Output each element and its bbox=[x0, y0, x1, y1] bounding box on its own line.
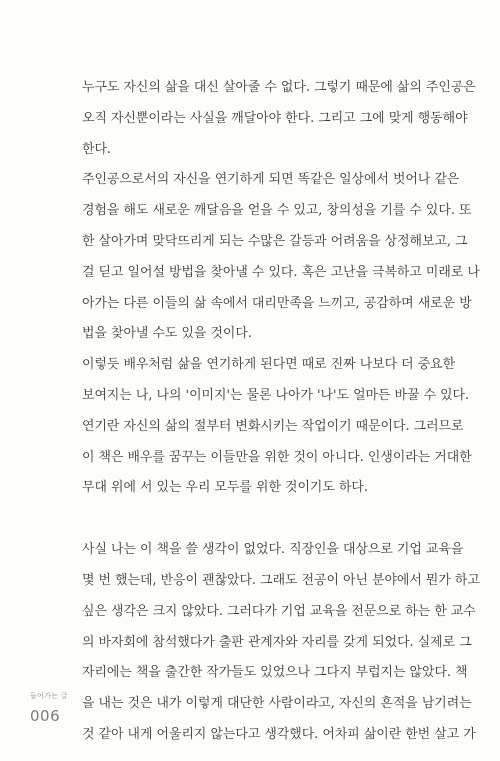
page-number: 006 bbox=[30, 707, 61, 725]
text-line: 무대 위에 서 있는 우리 모두를 위한 것이기도 하다. bbox=[82, 480, 368, 496]
text-line: 경험을 해도 새로운 깨달음을 얻을 수 있고, 창의성을 기를 수 있다. 또 bbox=[82, 203, 472, 219]
text-line: 을 내는 것은 내가 이렇게 대단한 사람이라고, 자신의 흔적을 남기려는 bbox=[82, 696, 472, 712]
text-line: 법을 찾아낼 수도 있을 것이다. bbox=[82, 326, 252, 342]
text-line: 사실 나는 이 책을 쓸 생각이 없었다. 직장인을 대상으로 기업 교육을 bbox=[82, 542, 464, 558]
text-line: 싶은 생각은 크지 않았다. 그러다가 기업 교육을 전문으로 하는 한 교수 bbox=[82, 603, 476, 619]
text-line: 주인공으로서의 자신을 연기하게 되면 똑같은 일상에서 벗어나 같은 bbox=[82, 172, 460, 188]
running-head: 들어가는 글 bbox=[30, 692, 68, 700]
paragraph bbox=[82, 535, 480, 751]
text-line: 한다. bbox=[82, 141, 112, 157]
text-line: 오직 자신뿐이라는 사실을 깨달아야 한다. 그리고 그에 맞게 행동해야 bbox=[82, 110, 468, 126]
text-line: 몇 번 했는데, 반응이 괜찮았다. 그래도 전공이 아닌 분야에서 뭔가 하고 bbox=[82, 572, 480, 588]
page-footer bbox=[30, 691, 68, 725]
text-line: 걸 딛고 일어설 방법을 찾아낼 수 있다. 혹은 고난을 극복하고 미래로 나 bbox=[82, 264, 480, 280]
paragraph bbox=[82, 165, 480, 350]
paragraph bbox=[82, 73, 476, 165]
text-line: 자리에는 책을 출간한 작가들도 있었으나 그다지 부럽지는 않았다. 책 bbox=[82, 665, 468, 681]
section-gap bbox=[82, 504, 454, 535]
text-line: 누구도 자신의 삶을 대신 살아줄 수 없다. 그렇기 때문에 삶의 주인공은 bbox=[82, 80, 476, 95]
body-text bbox=[82, 73, 480, 751]
text-line: 이렇듯 배우처럼 삶을 연기하게 된다면 때로 진짜 나보다 더 중요한 bbox=[82, 357, 456, 373]
text-line: 연기란 자신의 삶의 절부터 변화시키는 작업이기 때문이다. 그러므로 bbox=[82, 418, 464, 434]
text-line: 보여지는 나, 나의 '이미지'는 물론 나아가 '나'도 얼마든 바꿀 수 있다. bbox=[82, 387, 470, 403]
text-line: 의 바자회에 참석했다가 출판 관계자와 자리를 갖게 되었다. 실제로 그 bbox=[82, 634, 472, 650]
text-line: 아가는 다른 이들의 삶 속에서 대리만족을 느끼고, 공감하며 새로운 방 bbox=[82, 295, 472, 311]
text-line: 한 살아가며 맞닥뜨리게 되는 수많은 갈등과 어려움을 상정해보고, 그 bbox=[82, 233, 468, 249]
text-line: 이 책은 배우를 꿈꾸는 이들만을 위한 것이 아니다. 인생이라는 거대한 bbox=[82, 449, 472, 465]
paragraph bbox=[82, 350, 472, 504]
text-line: 것 같아 내게 어울리지 않는다고 생각했다. 어차피 삶이란 한번 살고 가 bbox=[82, 726, 476, 742]
